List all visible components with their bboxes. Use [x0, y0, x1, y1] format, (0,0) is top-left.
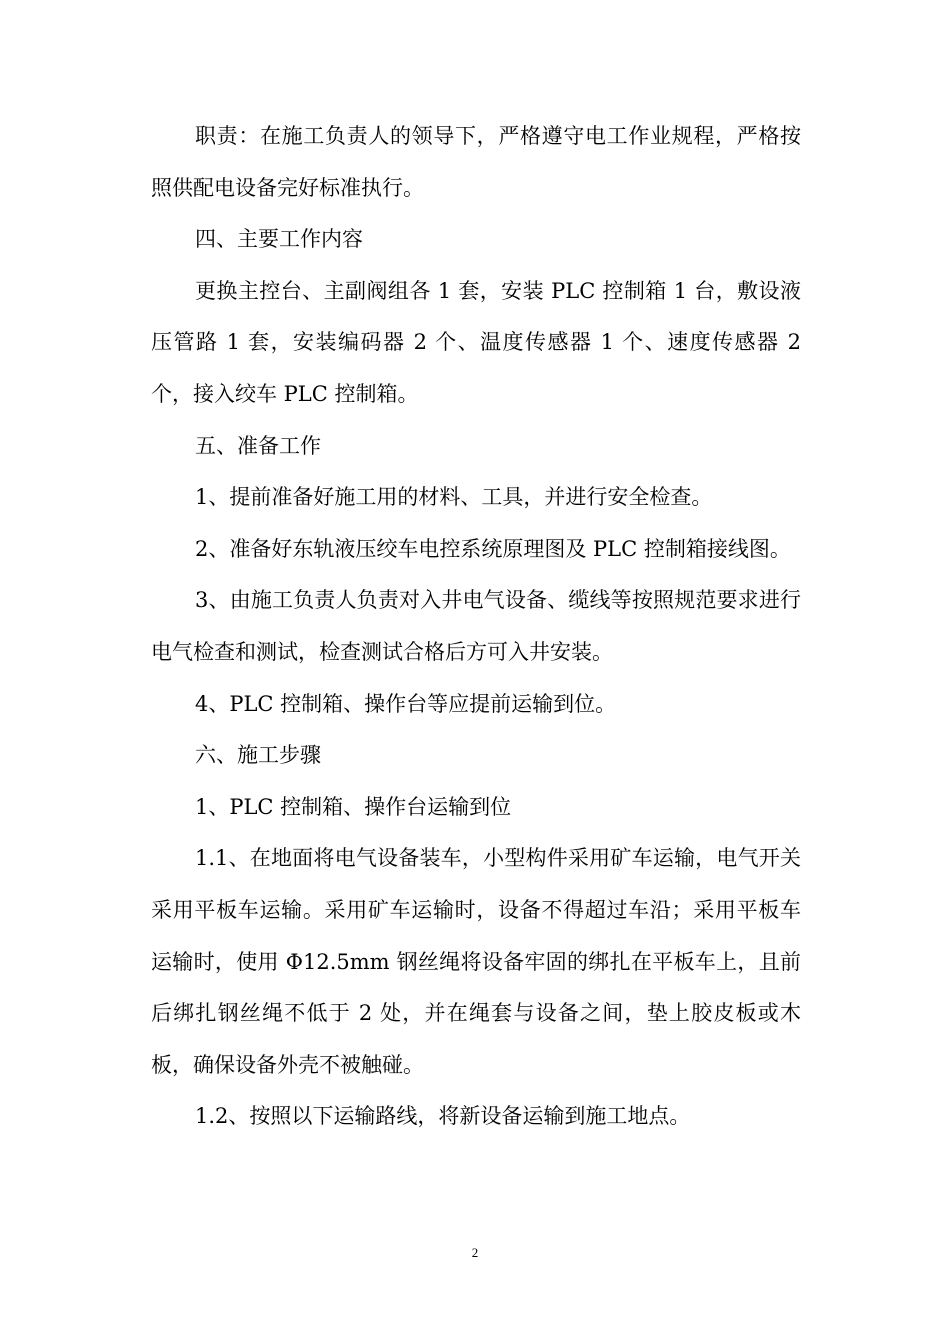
list-item-prep-3: 3、由施工负责人负责对入井电气设备、缆线等按照规范要求进行电气检查和测试，检查测试合格后方可入井安装。	[151, 588, 801, 664]
list-item-prep-1: 1、提前准备好施工用的材料、工具，并进行安全检查。	[195, 485, 713, 510]
section-heading-steps: 六、施工步骤	[195, 743, 321, 768]
step-1-1: 1.1、在地面将电气设备装车，小型构件采用矿车运输，电气开关采用平板车运输。采用矿车运输时，设备不得超过车沿；采用平板车运输时，使用 Φ12.5mm 钢丝绳将设备牢固的绑扎在平板车上，且前后绑扎钢丝绳不低于 2 处，并在绳套与设备之间，垫上胶皮板或木板，确保设备外壳不被触碰。	[151, 846, 801, 1077]
step-heading-1: 1、PLC 控制箱、操作台运输到位	[195, 794, 512, 819]
section-heading-main-work: 四、主要工作内容	[195, 227, 363, 252]
list-item-prep-2: 2、准备好东轨液压绞车电控系统原理图及 PLC 控制箱接线图。	[195, 536, 791, 561]
section-heading-preparation: 五、准备工作	[195, 433, 321, 458]
document-body	[151, 111, 801, 1143]
paragraph-duties: 职责：在施工负责人的领导下，严格遵守电工作业规程，严格按照供配电设备完好标准执行。	[151, 124, 801, 200]
paragraph-work-content: 更换主控台、主副阀组各 1 套，安装 PLC 控制箱 1 台，敷设液压管路 1 套，安装编码器 2 个、温度传感器 1 个、速度传感器 2 个，接入绞车 PLC 控制箱。	[151, 278, 801, 406]
page-number: 2	[471, 1245, 479, 1260]
list-item-prep-4: 4、PLC 控制箱、操作台等应提前运输到位。	[195, 691, 617, 716]
step-1-2: 1.2、按照以下运输路线，将新设备运输到施工地点。	[195, 1104, 691, 1129]
